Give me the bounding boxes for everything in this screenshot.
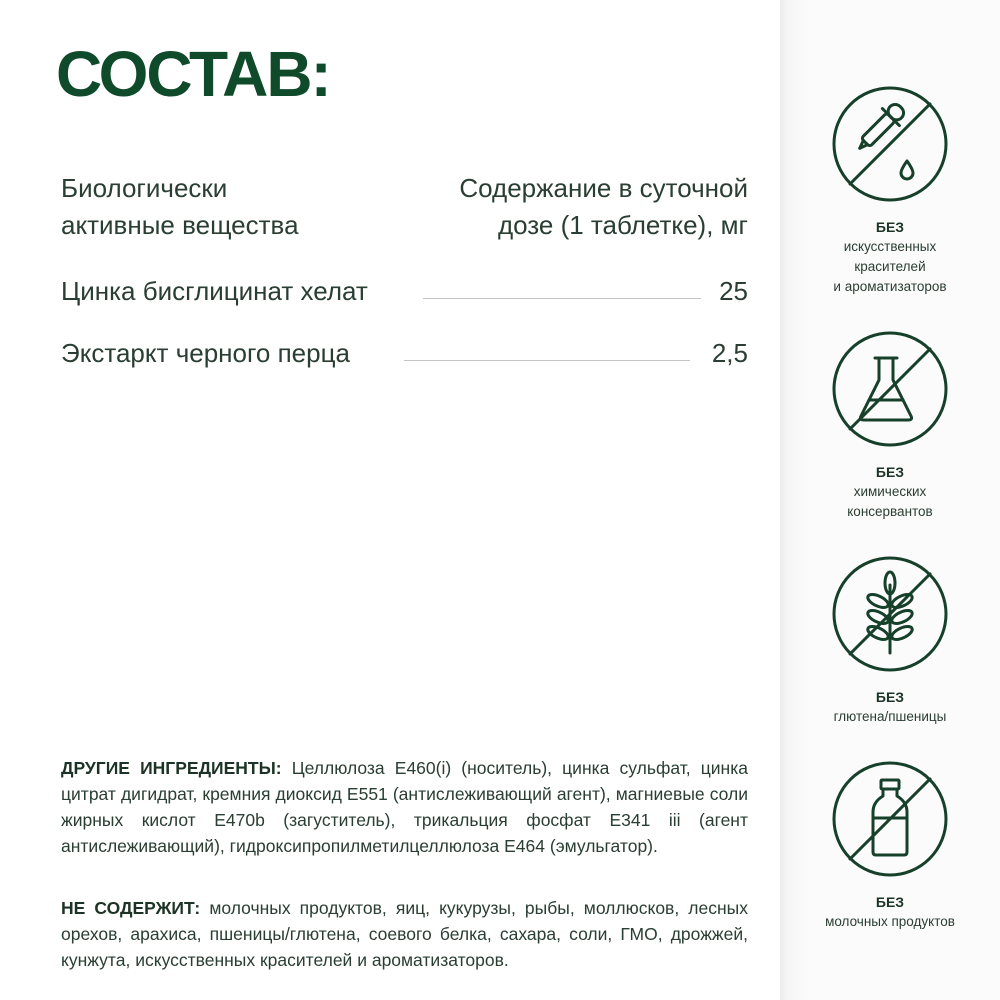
flask-icon: [831, 330, 949, 448]
does-not-contain-text: молочных продуктов, яиц, кукурузы, рыбы, моллюсков, лесных орехов, арахиса, пшеницы/глютена, соевого белка, сахара, соли, ГМО, дрожжей, кунжута, искусственных красителей и ароматизаторов.: [61, 898, 748, 970]
ingredient-value: 2,5: [711, 338, 748, 368]
badge-label: БЕЗ: [875, 894, 905, 910]
other-ingredients-paragraph: [61, 755, 748, 859]
wheat-icon: [831, 555, 949, 673]
page-title: СОСТАВ:: [56, 38, 330, 110]
column-header-substances: [61, 170, 381, 244]
column-header-substances-line-1: Биологически: [61, 173, 228, 203]
column-header-substances-line-2: активные вещества: [61, 210, 299, 240]
milk-bottle-icon: [831, 760, 949, 878]
other-ingredients-label: ДРУГИЕ ИНГРЕДИЕНТЫ:: [61, 758, 282, 778]
badge-description-line: консервантов: [847, 504, 933, 519]
badge-no-preservatives: [800, 330, 980, 522]
column-header-content-line-2: дозе (1 таблетке), мг: [497, 210, 748, 240]
badge-label: БЕЗ: [875, 219, 905, 235]
ingredient-name: Цинка бисглицинат хелат: [61, 276, 368, 306]
badge-no-colorants: [800, 85, 980, 297]
badge-description-line: и ароматизаторов: [833, 279, 947, 294]
ingredient-name: Экстаркт черного перца: [61, 338, 350, 368]
badge-no-gluten: [800, 555, 980, 727]
other-ingredients-text: Целлюлоза Е460(i) (носитель), цинка сульфат, цинка цитрат дигидрат, кремния диоксид Е551 (антислеживающий агент), магниевые соли жирных кислот Е470b (загуститель), трикальция фосфат Е341 iii (агент антислеживающий), гидроксипропилметилцеллюлоза Е464 (эмульгатор).: [61, 758, 748, 856]
badge-no-dairy: [800, 760, 980, 932]
dropper-icon: [831, 85, 949, 203]
leader-line: [423, 298, 701, 299]
column-header-content: [390, 170, 748, 244]
ingredient-row: [61, 333, 748, 373]
badge-description-line: химических: [853, 484, 927, 499]
badge-label: БЕЗ: [875, 689, 905, 705]
badge-description-line: молочных продуктов: [825, 914, 955, 929]
column-header-content-line-1: Содержание в суточной: [459, 173, 748, 203]
badge-label: БЕЗ: [875, 464, 905, 480]
badge-description-line: глютена/пшеницы: [833, 709, 947, 724]
badge-description-line: красителей: [854, 259, 926, 274]
leader-line: [404, 360, 690, 361]
does-not-contain-paragraph: [61, 895, 748, 973]
ingredient-value: 25: [719, 276, 748, 306]
ingredient-row: [61, 271, 748, 311]
does-not-contain-label: НЕ СОДЕРЖИТ:: [61, 898, 201, 918]
badge-description-line: искусственных: [843, 239, 937, 254]
